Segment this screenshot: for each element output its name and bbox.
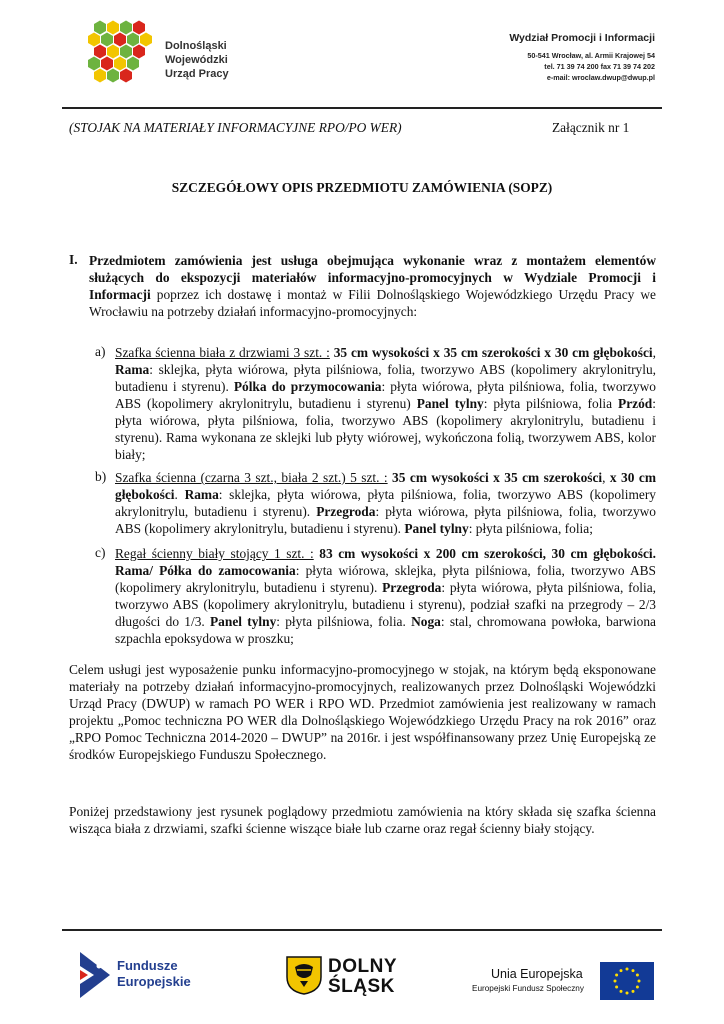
item-a-label: a) bbox=[95, 344, 106, 359]
fundusze-europejskie-icon bbox=[80, 952, 110, 998]
item-c-t2: : płyta wiórowa, płyta pilśniowa, folia, tworzywo ABS (kopolimery akrylonitrylu, butadienu i styrenu), podział szafki na przegrody – 2/3 długości do 1/3. bbox=[115, 580, 657, 629]
item-a-t2: : sklejka, płyta wiórowa, płyta pilśniowa, folia, tworzywo ABS (kopolimery akrylonitrylu, butadienu i styrenu). bbox=[115, 362, 656, 394]
dept-email: e-mail: wroclaw.dwup@dwup.pl bbox=[546, 73, 655, 82]
eu-title: Unia Europejska bbox=[491, 967, 583, 981]
item-a-dims: 35 cm wysokości x 35 cm szerokości x 30 cm głębokości bbox=[329, 345, 653, 360]
item-a-t4: : płyta pilśniowa, folia bbox=[483, 396, 619, 411]
item-c-t3: : płyta pilśniowa, folia. bbox=[276, 614, 412, 629]
item-b-t1: , bbox=[602, 470, 610, 485]
dept-title: Wydział Promocji i Informacji bbox=[509, 32, 655, 44]
item-b-dims: 35 cm wysokości x 35 cm szerokości bbox=[387, 470, 603, 485]
item-c-name: Regał ścienny biały stojący 1 szt. : bbox=[115, 546, 314, 561]
item-c-text bbox=[115, 545, 656, 647]
dept-phone: tel. 71 39 74 200 fax 71 39 74 202 bbox=[544, 62, 655, 71]
fe-line-1: Fundusze bbox=[117, 958, 178, 973]
item-a-t5: : płyta wiórowa, płyta pilśniowa, folia, tworzywo ABS (kopolimery akrylonitrylu, butadienu i styrenu). Rama wykonana ze sklejki lub płyty wiórowej, wykończona folią, tworzywem ABS, kolor biały; bbox=[115, 396, 656, 462]
item-b-k3: Panel tylny bbox=[404, 521, 469, 536]
item-c-k3: Noga bbox=[411, 614, 441, 629]
section-intro bbox=[89, 252, 656, 320]
footer-divider bbox=[62, 929, 662, 931]
fe-line-2: Europejskie bbox=[117, 974, 191, 989]
item-b-k2: Przegroda bbox=[316, 504, 376, 519]
header-divider bbox=[62, 107, 662, 109]
item-b-t5: : płyta pilśniowa, folia; bbox=[468, 521, 593, 536]
item-c-k1: Przegroda bbox=[382, 580, 442, 595]
item-a-t3: : płyta wiórowa, płyta pilśniowa, folia, tworzywo ABS (kopolimery akrylonitrylu, butadienu i styrenu) bbox=[115, 379, 656, 411]
item-a-k2: Pólka do przymocowania bbox=[233, 379, 382, 394]
item-b-name: Szafka ścienna (czarna 3 szt., biała 2 szt.) 5 szt. : bbox=[115, 470, 388, 485]
eu-flag-icon bbox=[600, 962, 654, 1000]
item-a-name: Szafka ścienna biała z drzwiami 3 szt. : bbox=[115, 345, 330, 360]
item-a-text bbox=[115, 344, 656, 463]
item-a-k3: Panel tylny bbox=[416, 396, 484, 411]
logo-line-3: Urząd Pracy bbox=[165, 68, 229, 80]
dolny-slask-coat-of-arms-icon bbox=[285, 955, 323, 995]
attachment-label: Załącznik nr 1 bbox=[552, 120, 630, 135]
item-b-dims2: x 30 cm głębokości bbox=[115, 470, 656, 502]
intro-rest: poprzez ich dostawę i montaż w Filii Dolnośląskiego Wojewódzkiego Urzędu Pracy we Wrocławiu na potrzeby działań informacyjno-promocyjnych: bbox=[89, 287, 656, 319]
item-c-dims: 83 cm wysokości x 200 cm szerokości, 30 cm głębokości. Rama/ Półka do zamocowania bbox=[115, 546, 656, 578]
dept-address: 50-541 Wrocław, al. Armii Krajowej 54 bbox=[527, 51, 655, 60]
logo-line-1: Dolnośląski bbox=[165, 40, 227, 52]
goal-paragraph: Celem usługi jest wyposażenie punku informacyjno-promocyjnego w stojak, na którym będą eksponowane materiały na potrzeby działań informacyjno-promocyjnych, realizowanych przez Dolnośląski Wojewódzki Urząd Pracy (DWUP) w ramach PO WER i RPO WD. Przedmiot zamówienia jest realizowany w ramach projektu „Pomoc techniczna PO WER dla Dolnośląskiego Wojewódzkiego Urzędu Pracy na rok 2016” oraz „RPO Pomoc Techniczna 2014-2020 – DWUP” na 2016r. i jest współfinansowany przez Unię Europejską ze środków Europejskiego Funduszu Społecznego. bbox=[69, 662, 656, 762]
page-title: SZCZEGÓŁOWY OPIS PRZEDMIOTU ZAMÓWIENIA (SOPZ) bbox=[171, 180, 553, 195]
item-b-label: b) bbox=[95, 469, 107, 484]
item-b-t2: . bbox=[174, 487, 185, 502]
ds-line-2: ŚLĄSK bbox=[328, 976, 395, 997]
dwup-logo-icon bbox=[84, 18, 164, 93]
ds-line-1: DOLNY bbox=[328, 956, 397, 977]
doc-subtitle: (STOJAK NA MATERIAŁY INFORMACYJNE RPO/PO WER) bbox=[69, 120, 402, 135]
eu-subtitle: Europejski Fundusz Społeczny bbox=[472, 984, 584, 993]
item-c-t4: : stal, chromowana powłoka, barwiona szpachla epoksydowa w proszku; bbox=[115, 614, 656, 646]
intro-bold: Przedmiotem zamówienia jest usługa obejmująca wykonanie wraz z montażem elementów służących do ekspozycji materiałów informacyjno-promocyjnych w Wydziale Promocji i Informacji bbox=[89, 253, 656, 302]
item-c-k2: Panel tylny bbox=[210, 614, 277, 629]
item-b-text bbox=[115, 469, 656, 537]
item-c-label: c) bbox=[95, 545, 106, 560]
section-number: I. bbox=[69, 252, 78, 267]
item-b-t4: : płyta wiórowa, płyta pilśniowa, folia, tworzywo ABS (kopolimery akrylonitrylu, butadienu i styrenu). bbox=[115, 504, 657, 536]
item-b-t3: : sklejka, płyta wiórowa, płyta pilśniowa, folia, tworzywo ABS (kopolimery akrylonitrylu, butadienu i styrenu). bbox=[115, 487, 656, 519]
item-c-t1: : płyta wiórowa, sklejka, płyta pilśniowa, folia, tworzywo ABS (kopolimery akrylonitrylu, butadienu i styrenu). bbox=[115, 563, 656, 595]
drawing-paragraph: Poniżej przedstawiony jest rysunek poglądowy przedmiotu zamówienia na który składa się szafka ścienna wisząca biała z drzwiami, szafki ścienne wiszące białe lub czarne oraz regał ścienny biały stojący. bbox=[69, 804, 656, 836]
item-a-t1: , bbox=[652, 345, 656, 360]
item-b-k1: Rama bbox=[184, 487, 219, 502]
logo-line-2: Wojewódzki bbox=[165, 54, 228, 66]
item-a-k4: Przód bbox=[618, 396, 653, 411]
item-a-k1: Rama bbox=[115, 362, 150, 377]
